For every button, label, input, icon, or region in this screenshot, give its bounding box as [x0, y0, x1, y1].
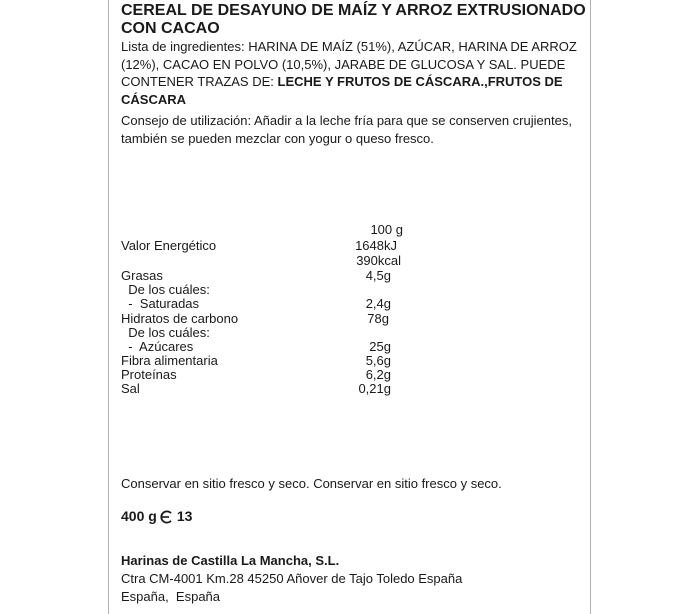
nutrient-name: Fibra alimentaria [121, 353, 218, 368]
nutrient-value: 4,5g [365, 268, 391, 283]
ingredients-list [121, 38, 579, 108]
product-title-line2: CON CACAO [121, 20, 220, 37]
nutrient-value: 2,4g [365, 296, 391, 311]
nutrition-row [121, 381, 421, 397]
company-address: Ctra CM-4001 Km.28 45250 Añover de Tajo Toledo España [121, 571, 463, 586]
package-count: 13 [176, 508, 193, 524]
nutrition-row [121, 296, 421, 312]
usage-line2: también se pueden mezclar con yogur o queso fresco. [121, 131, 434, 146]
nutrition-header: 100 g [370, 222, 403, 237]
nutrient-name: Sal [121, 381, 140, 396]
nutrient-value: 390kcal [356, 253, 401, 268]
nutrient-value: 1648kJ [355, 238, 397, 253]
nutrient-value: 78g [367, 311, 389, 326]
nutrient-name: - Azúcares [121, 339, 194, 354]
nutrient-name: Hidratos de carbono [121, 311, 239, 326]
nutrient-value: 25g [369, 339, 391, 354]
net-weight [121, 507, 192, 525]
product-title-line1: CEREAL DE DESAYUNO DE MAÍZ Y ARROZ EXTRUSIONADO [121, 2, 586, 19]
company-name: Harinas de Castilla La Mancha, S.L. [121, 553, 340, 568]
e-mark-icon [159, 510, 173, 524]
nutrient-name: Proteínas [121, 367, 177, 382]
ingredients-text: Lista de ingredientes: HARINA DE MAÍZ (51%), AZÚCAR, HARINA DE ARROZ (12%), CACAO EN POLVO (10,5%), JARABE DE GLUCOSA Y SAL. PUEDE CONTENER TRAZAS DE: [121, 39, 577, 89]
nutrient-name: Valor Energético [121, 238, 217, 253]
nutrition-row [121, 253, 421, 269]
nutrient-name: - Saturadas [121, 296, 200, 311]
storage-instructions: Conservar en sitio fresco y seco. Conservar en sitio fresco y seco. [121, 476, 502, 491]
nutrient-name: De los cuáles: [121, 282, 210, 297]
net-weight-value: 400 g [121, 508, 157, 524]
nutrition-row [121, 238, 421, 254]
nutrient-value: 0,21g [358, 381, 391, 396]
nutrient-value: 5,6g [365, 353, 391, 368]
company-country: España, España [121, 589, 221, 604]
product-label [108, 0, 591, 614]
allergens-text: LECHE Y FRUTOS DE CÁSCARA.,FRUTOS DE CÁSCARA [121, 74, 563, 107]
nutrient-name: Grasas [121, 268, 163, 283]
nutrient-name: De los cuáles: [121, 325, 210, 340]
nutrition-header-row [121, 222, 421, 238]
usage-line1: Consejo de utilización: Añadir a la leche fría para que se conserven crujientes, [121, 113, 572, 128]
nutrient-value: 6,2g [365, 367, 391, 382]
